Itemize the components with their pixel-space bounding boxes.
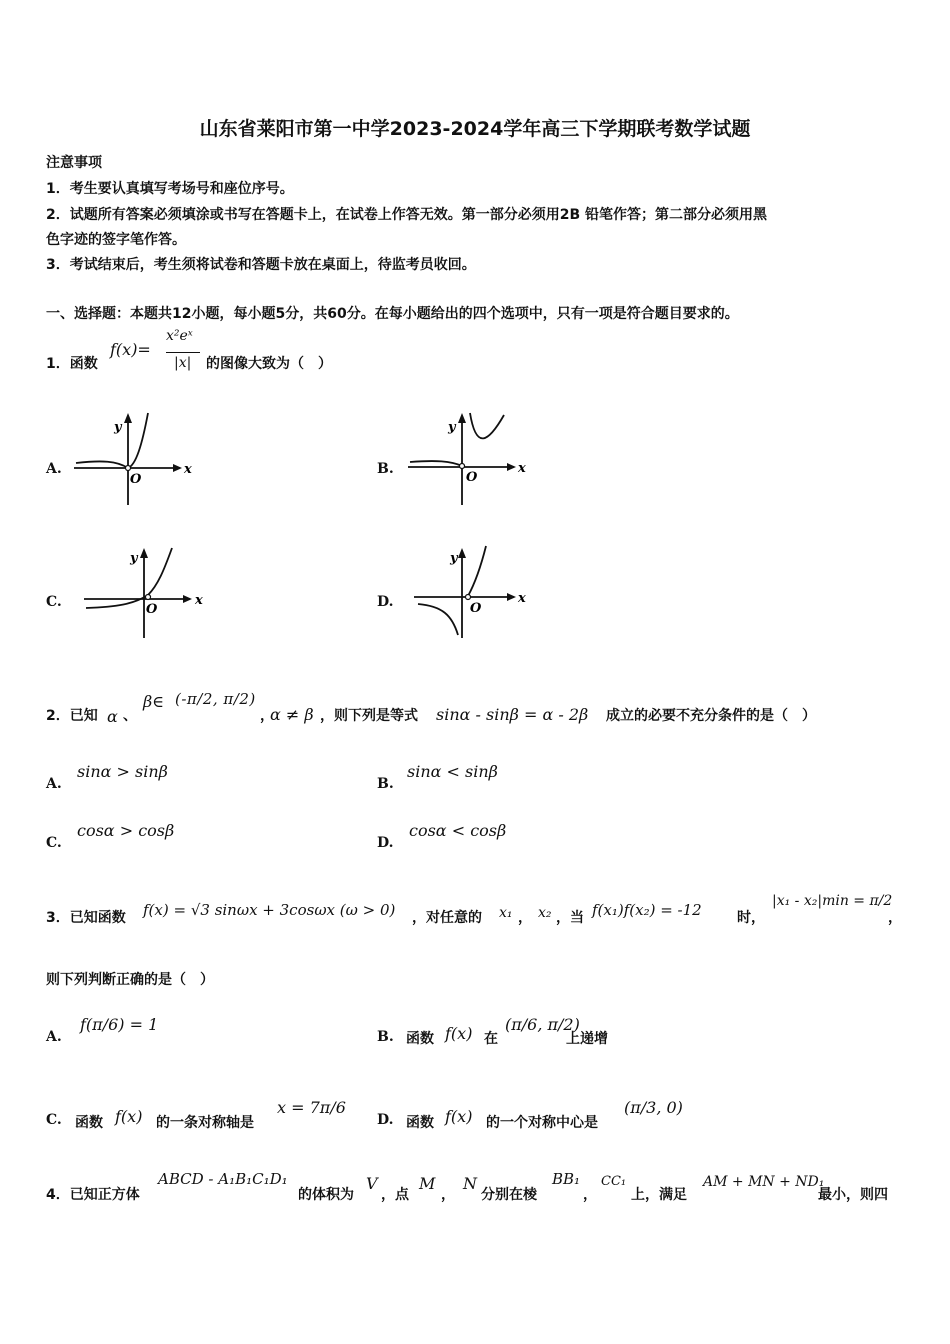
open-point xyxy=(466,595,471,600)
q2-option-b-expr: sinα < sinβ xyxy=(407,762,498,781)
origin-label: O xyxy=(146,602,158,617)
q3-option-b-interval: (π/6, π/2) xyxy=(505,1015,580,1034)
q3-option-c-label: C. xyxy=(46,1112,62,1128)
q2-comma1: 、 xyxy=(123,708,137,724)
q4-cc1: CC₁ xyxy=(601,1174,627,1189)
q2-tail: 成立的必要不充分条件的是（ ） xyxy=(606,708,816,724)
q3-option-d-label: D. xyxy=(377,1112,394,1128)
section-header: 一、选择题：本题共12小题，每小题5分，共60分。在每小题给出的四个选项中，只有一项是符合题目要求的。 xyxy=(46,306,739,322)
q4-t2: ，点 xyxy=(381,1187,409,1203)
q1-option-a-label: A. xyxy=(46,461,62,477)
q2-option-c-expr: cosα > cosβ xyxy=(77,821,175,840)
q3-comma: ， xyxy=(518,910,532,926)
q3-option-b-label: B. xyxy=(377,1029,394,1045)
note-item-3: 3．考试结束后，考生须将试卷和答题卡放在桌面上，待监考员收回。 xyxy=(46,257,476,273)
q4-t5: ， xyxy=(583,1187,597,1203)
q4-number: 4．已知正方体 xyxy=(46,1187,140,1203)
q2-option-c-label: C. xyxy=(46,835,62,851)
q3-tail: ， xyxy=(888,910,902,926)
q3-option-c-expr: f(x) xyxy=(115,1107,143,1126)
q4-m: M xyxy=(419,1174,436,1193)
q2-equation: sinα - sinβ = α - 2β xyxy=(436,705,589,724)
q3-option-a-expr: f(π/6) = 1 xyxy=(80,1015,159,1034)
q3-condition: f(x₁)f(x₂) = -12 xyxy=(592,901,702,919)
q3-line2: 则下列判断正确的是（ ） xyxy=(46,972,214,988)
note-item-1: 1．考生要认真填写考场号和座位序号。 xyxy=(46,181,294,197)
q3-option-b-post: 在 xyxy=(484,1031,498,1047)
q1-fx: f(x)= xyxy=(110,340,151,359)
q3-option-d-expr: f(x) xyxy=(445,1107,473,1126)
q4-t4: 分别在棱 xyxy=(481,1187,537,1203)
q1-option-c-label: C. xyxy=(46,594,62,610)
q1-option-d-graph xyxy=(412,540,537,645)
notes-heading: 注意事项 xyxy=(46,155,102,171)
q3-option-b-expr: f(x) xyxy=(445,1024,473,1043)
curve xyxy=(76,413,148,468)
q4-cube: ABCD - A₁B₁C₁D₁ xyxy=(158,1170,288,1188)
x-label: x xyxy=(195,593,203,608)
q3-option-d-center: (π/3, 0) xyxy=(624,1098,683,1117)
q4-t6: 上，满足 xyxy=(631,1187,687,1203)
q1-option-b-graph xyxy=(406,405,526,510)
q3-number: 3．已知函数 xyxy=(46,910,126,926)
y-label: y xyxy=(448,420,456,435)
origin-label: O xyxy=(466,470,478,485)
q1-numerator: x²eˣ xyxy=(166,328,193,344)
q3-option-c-pre: 函数 xyxy=(75,1115,103,1131)
curve-left xyxy=(410,461,462,466)
x-arrow xyxy=(507,593,516,601)
q3-mid3: 时， xyxy=(737,910,765,926)
q3-option-c-axis: x = 7π/6 xyxy=(277,1098,346,1117)
q2-option-a-label: A. xyxy=(46,776,62,792)
q3-mid1: ，对任意的 xyxy=(412,910,482,926)
curve-right xyxy=(470,413,504,438)
q2-number: 2．已知 xyxy=(46,708,98,724)
origin-label: O xyxy=(130,472,142,487)
open-point xyxy=(126,466,131,471)
q4-bb1: BB₁ xyxy=(552,1170,581,1188)
x-arrow xyxy=(173,464,182,472)
q2-option-d-label: D. xyxy=(377,835,394,851)
q4-t7: 最小，则四 xyxy=(818,1187,888,1203)
q2-interval: (-π/2, π/2) xyxy=(175,690,256,708)
q3-option-d-pre: 函数 xyxy=(406,1115,434,1131)
page-title: 山东省莱阳市第一中学2023-2024学年高三下学期联考数学试题 xyxy=(199,118,751,140)
q2-option-d-expr: cosα < cosβ xyxy=(409,821,507,840)
q2-alpha: α xyxy=(107,707,118,726)
q1-option-d-label: D. xyxy=(377,594,394,610)
q3-option-c-post: 的一条对称轴是 xyxy=(156,1115,254,1131)
q3-mid2: ，当 xyxy=(556,910,584,926)
q1-option-a-graph xyxy=(72,405,192,510)
q2-mid: ，则下列是等式 xyxy=(320,708,418,724)
q1-tail: 的图像大致为（ ） xyxy=(206,356,332,372)
q3-option-a-label: A. xyxy=(46,1029,62,1045)
x-label: x xyxy=(518,461,526,476)
q1-fraction-bar xyxy=(166,352,200,353)
x-arrow xyxy=(183,595,192,603)
q2-neq: α ≠ β xyxy=(270,705,314,724)
q1-denominator: |x| xyxy=(174,355,192,371)
x-label: x xyxy=(518,591,526,606)
q4-t1: 的体积为 xyxy=(298,1187,354,1203)
x-arrow xyxy=(507,463,516,471)
q3-option-b-pre: 函数 xyxy=(406,1031,434,1047)
y-label: y xyxy=(114,420,122,435)
q4-t3: ， xyxy=(441,1187,455,1203)
q2-option-b-label: B. xyxy=(377,776,394,792)
q1-option-b-label: B. xyxy=(377,461,394,477)
q3-x1: x₁ xyxy=(499,905,513,921)
y-arrow xyxy=(458,548,466,558)
q4-sum: AM + MN + ND₁ xyxy=(703,1174,825,1190)
q2-comma2: ， xyxy=(260,708,274,724)
q4-v: V xyxy=(366,1174,378,1193)
q3-min-expr: |x₁ - x₂|min = π/2 xyxy=(772,893,893,909)
open-point xyxy=(146,595,151,600)
note-item-2: 2．试题所有答案必须填涂或书写在答题卡上，在试卷上作答无效。第一部分必须用2B 铅笔作答；第二部分必须用黑 xyxy=(46,207,768,223)
q1-option-c-graph xyxy=(82,540,207,645)
curve-right xyxy=(468,546,486,596)
q2-beta-in: β∈ xyxy=(143,692,165,711)
q4-n: N xyxy=(463,1174,477,1193)
q3-option-d-post: 的一个对称中心是 xyxy=(486,1115,598,1131)
note-item-2-cont: 色字迹的签字笔作答。 xyxy=(46,232,186,248)
y-arrow xyxy=(124,413,132,423)
y-label: y xyxy=(450,551,458,566)
open-point xyxy=(460,464,465,469)
y-label: y xyxy=(130,551,138,566)
q3-function: f(x) = √3 sinωx + 3cosωx (ω > 0) xyxy=(143,901,396,919)
q1-number: 1．函数 xyxy=(46,356,98,372)
q3-x2: x₂ xyxy=(538,905,552,921)
x-label: x xyxy=(184,462,192,477)
q3-option-b-post2: 上递增 xyxy=(566,1031,608,1047)
q2-option-a-expr: sinα > sinβ xyxy=(77,762,168,781)
curve-left xyxy=(418,604,458,635)
y-arrow xyxy=(458,413,466,423)
origin-label: O xyxy=(470,601,482,616)
y-arrow xyxy=(140,548,148,558)
